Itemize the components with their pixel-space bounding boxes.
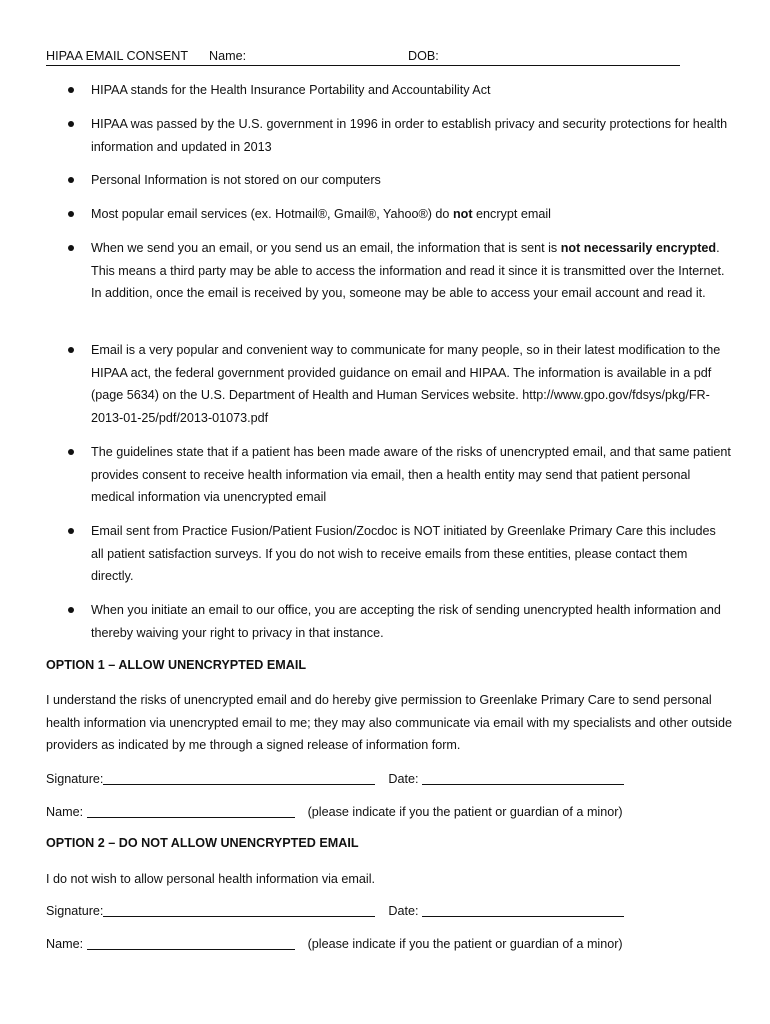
name-label: Name: — [46, 805, 84, 819]
bullet-dot — [68, 528, 74, 534]
name-label: Name: — [46, 937, 84, 951]
header-name-label: Name: — [209, 49, 247, 63]
signature-line[interactable] — [103, 770, 375, 785]
bullet-text-part: encrypt email — [472, 207, 551, 221]
option1-name-row — [46, 803, 623, 819]
option2-body: I do not wish to allow personal health information via email. — [46, 872, 376, 886]
bullet-emphasis: not — [452, 207, 473, 221]
bullet-text: Personal Information is not stored on our computers — [91, 173, 381, 187]
bullet-dot — [68, 245, 74, 251]
bullet-emphasis: not necessarily encrypted — [560, 241, 717, 255]
date-label: Date: — [388, 772, 419, 786]
option2-signature-row — [46, 902, 624, 918]
bullet-text-part: When we send you an email, or you send us an email, the information that is sent is — [91, 241, 561, 255]
bullet-text — [91, 237, 731, 305]
option2-name-row — [46, 935, 623, 951]
header-underline — [46, 65, 680, 66]
signature-label: Signature: — [46, 904, 104, 918]
bullet-dot — [68, 607, 74, 613]
signature-label: Signature: — [46, 772, 104, 786]
bullet-dot — [68, 347, 74, 353]
header-dob-label: DOB: — [408, 49, 439, 63]
bullet-text: When you initiate an email to our office, you are accepting the risk of sending unencrypted health information and thereby waiving your right to privacy in that instance. — [91, 603, 721, 640]
option2-heading: OPTION 2 – DO NOT ALLOW UNENCRYPTED EMAIL — [46, 836, 359, 850]
bullet-text: HIPAA stands for the Health Insurance Portability and Accountability Act — [91, 83, 491, 97]
bullet-dot — [68, 211, 74, 217]
date-line[interactable] — [422, 770, 624, 785]
bullet-dot — [68, 449, 74, 455]
name-line[interactable] — [87, 803, 295, 818]
name-line[interactable] — [87, 935, 295, 950]
signature-line[interactable] — [103, 902, 375, 917]
option1-body: I understand the risks of unencrypted email and do hereby give permission to Greenlake Primary Care to send personal health information via unencrypted email to me; they may also communicate via email with my specialists and other outside providers as indicated by me through a signed release of information form. — [46, 693, 732, 753]
form-header — [46, 49, 686, 67]
bullet-dot — [68, 177, 74, 183]
form-title: HIPAA EMAIL CONSENT — [46, 49, 189, 63]
date-label: Date: — [388, 904, 419, 918]
name-note: (please indicate if you the patient or guardian of a minor) — [307, 937, 623, 951]
bullet-text-part: Most popular email services (ex. Hotmail®, Gmail®, Yahoo®) do — [91, 207, 453, 221]
bullet-dot — [68, 121, 74, 127]
bullet-text: HIPAA was passed by the U.S. government in 1996 in order to establish privacy and security protections for health information and updated in 2013 — [91, 117, 728, 154]
option1-heading: OPTION 1 – ALLOW UNENCRYPTED EMAIL — [46, 658, 307, 672]
bullet-text: Email sent from Practice Fusion/Patient Fusion/Zocdoc is NOT initiated by Greenlake Primary Care this includes all patient satisfaction surveys. If you do not wish to receive emails from these entities, please contact them directly. — [91, 524, 716, 584]
bullet-text-part: . This means a third party may be able to access the information and read it since it is transmitted over the Internet. In addition, once the email is received by you, someone may be able to access your email account and read it. — [91, 241, 725, 301]
bullet-dot — [68, 87, 74, 93]
bullet-text: The guidelines state that if a patient has been made aware of the risks of unencrypted email, and that same patient provides consent to receive health information via email, then a health entity may send that patient personal medical information via unencrypted email — [91, 445, 731, 505]
date-line[interactable] — [422, 902, 624, 917]
option1-signature-row — [46, 770, 624, 786]
name-note: (please indicate if you the patient or guardian of a minor) — [307, 805, 623, 819]
bullet-text: Email is a very popular and convenient way to communicate for many people, so in their latest modification to the HIPAA act, the federal government provided guidance on email and HIPAA. The information is available in a pdf (page 5634) on the U.S. Department of Health and Human Services website. http://www.gpo.gov/fdsys/pkg/FR-2013-01-25/pdf/2013-01073.pdf — [91, 343, 721, 425]
bullet-text — [91, 203, 731, 226]
